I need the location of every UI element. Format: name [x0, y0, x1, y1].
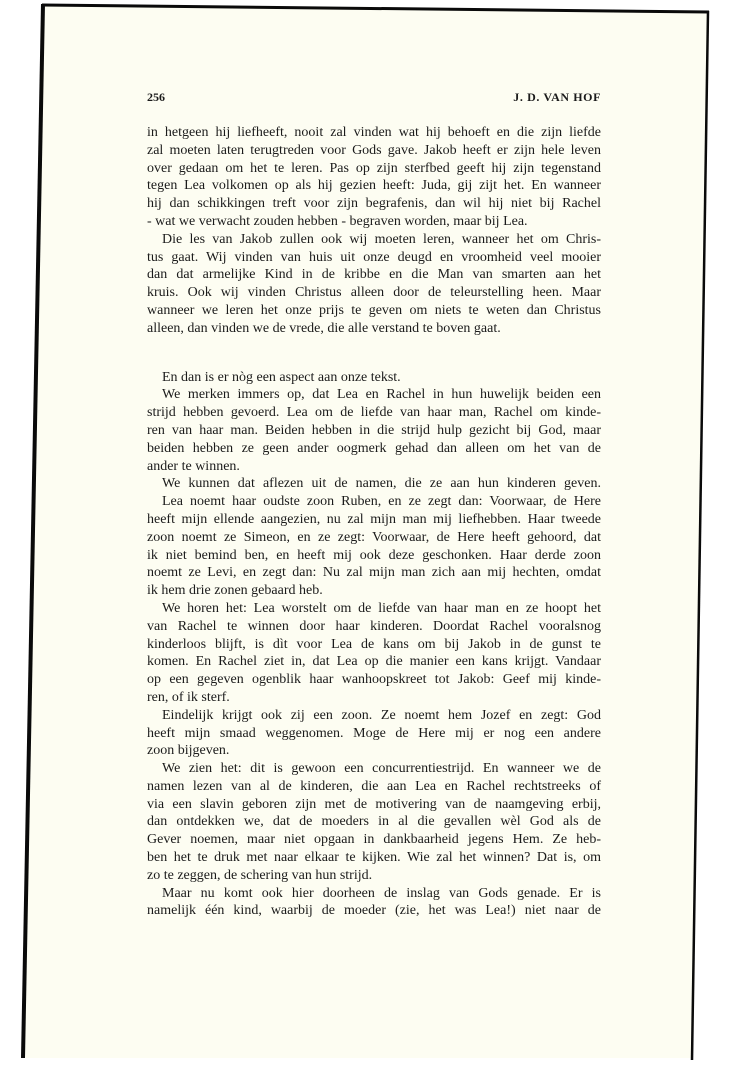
body-text [147, 124, 601, 920]
text-line: namen lezen van al de kinderen, die aan Lea en Rachel rechtstreeks of [147, 778, 601, 794]
text-line: We kunnen dat aflezen uit de namen, die ze aan hun kinderen geven. [162, 476, 601, 492]
text-line: ik hem drie zonen gebaard heb. [147, 583, 323, 599]
text-line: dan ontdekken we, dat de moeders in al die gevallen wèl God als de [147, 814, 601, 830]
page-number: 256 [147, 90, 165, 104]
paragraph [147, 707, 601, 760]
text-line: zoon noemt ze Simeon, en ze zegt: Voorwaar, de Here heeft gehoord, dat [147, 529, 601, 545]
text-line: - wat we verwacht zouden hebben - begraven worden, maar bij Lea. [147, 213, 528, 229]
text-line: Die les van Jakob zullen ook wij moeten leren, wanneer het om Chris- [162, 231, 601, 247]
text-line: heeft mijn ellende aangezien, nu zal mijn man mij liefhebben. Haar tweede [147, 511, 601, 527]
text-line: namelijk één kind, waarbij de moeder (zie, het was Lea!) niet naar de [147, 903, 601, 919]
text-line: tus gaat. Wij vinden van huis uit onze deugd en vroomheid veel mooier [147, 249, 601, 265]
text-line: Maar nu komt ook hier doorheen de inslag van Gods genade. Er is [162, 885, 601, 901]
paragraph [147, 885, 601, 921]
paragraph [147, 475, 601, 493]
text-line: hij dan schikkingen treft voor zijn begrafenis, dan wil hij niet bij Rachel [147, 196, 601, 212]
text-line: ben het te druk met naar elkaar te kijken. Wie zal het winnen? Dat is, om [147, 850, 601, 866]
text-line: van Rachel te winnen door haar kinderen. Doordat Rachel vooralsnog [147, 618, 601, 634]
text-line: dan dat armelijke Kind in de kribbe en die Man van smarten aan het [147, 267, 601, 283]
paragraph [147, 760, 601, 885]
text-line: Lea noemt haar oudste zoon Ruben, en ze zegt dan: Voorwaar, de Here [162, 494, 601, 510]
paragraph [147, 231, 601, 338]
page-header [147, 90, 601, 106]
text-line: via een slavin geboren zijn met de motivering van de naamgeving erbij, [147, 796, 601, 812]
text-line: ren van haar man. Beiden hebben in die strijd hulp gezicht bij God, maar [147, 422, 601, 438]
text-line: op een gegeven ogenblik haar wanhoopskreet tot Jakob: Geef mij kinde- [147, 672, 601, 688]
paragraph [147, 493, 601, 600]
text-line: beiden hebben ze geen ander oogmerk gehad dan alleen om het van de [147, 440, 601, 456]
text-line: En dan is er nòg een aspect aan onze tekst. [162, 369, 401, 385]
text-line: kinderloos blijft, is dìt voor Lea de kans om bij Jakob in de gunst te [147, 636, 601, 652]
text-line: ander te winnen. [147, 458, 240, 474]
text-line: We horen het: Lea worstelt om de liefde van haar man en ze hoopt het [162, 600, 601, 616]
paragraph [147, 600, 601, 707]
text-line: We merken immers op, dat Lea en Rachel in hun huwelijk beiden een [162, 387, 601, 403]
text-line: komen. En Rachel ziet in, dat Lea op die manier een kans krijgt. Vandaar [147, 654, 601, 670]
text-line: We zien het: dit is gewoon een concurrentiestrijd. En wanneer we de [162, 761, 601, 777]
text-line: heeft mijn smaad weggenomen. Moge de Here mij er nog een andere [147, 725, 601, 741]
text-line: ren, of ik sterf. [147, 689, 230, 705]
text-line: ik niet bemind ben, en heeft mij ook deze geschonken. Haar derde zoon [147, 547, 601, 563]
text-line: over gedaan om het te leren. Pas op zijn sterfbed geeft hij zijn tegenstand [147, 160, 601, 176]
running-head: J. D. VAN HOF [513, 90, 601, 104]
text-line: wanneer we leren het onze prijs te geven om niets te weten dan Christus [147, 302, 601, 318]
paragraph [147, 124, 601, 231]
paragraph [147, 386, 601, 475]
text-line: kruis. Ook wij vinden Christus alleen door de teleurstelling heen. Maar [147, 285, 601, 301]
text-line: zal moeten laten terugtreden voor Gods gave. Jakob heeft er zijn hele leven [147, 142, 601, 158]
text-line: tegen Lea volkomen op als hij gezien heeft: Juda, gij zijt het. En wanneer [147, 178, 601, 194]
text-line: zoon bijgeven. [147, 743, 230, 759]
text-line: zo te zeggen, de schering van hun strijd. [147, 867, 373, 883]
text-line: Eindelijk krijgt ook zij een zoon. Ze noemt hem Jozef en zegt: God [162, 707, 601, 723]
paragraph [147, 369, 601, 387]
text-line: noemt ze Levi, en zegt dan: Nu zal mijn man zich aan mij hechten, omdat [147, 565, 601, 581]
text-line: alleen, dan vinden we de vrede, die alle verstand te boven gaat. [147, 320, 501, 336]
text-line: Gever noemen, maar niet opgaan in dankbaarheid jegens Hem. Ze heb- [147, 832, 601, 848]
text-line: strijd hebben gevoerd. Lea om de liefde van haar man, Rachel om kinde- [147, 405, 601, 421]
text-line: in hetgeen hij liefheeft, nooit zal vinden wat hij behoeft en die zijn liefde [147, 125, 601, 140]
